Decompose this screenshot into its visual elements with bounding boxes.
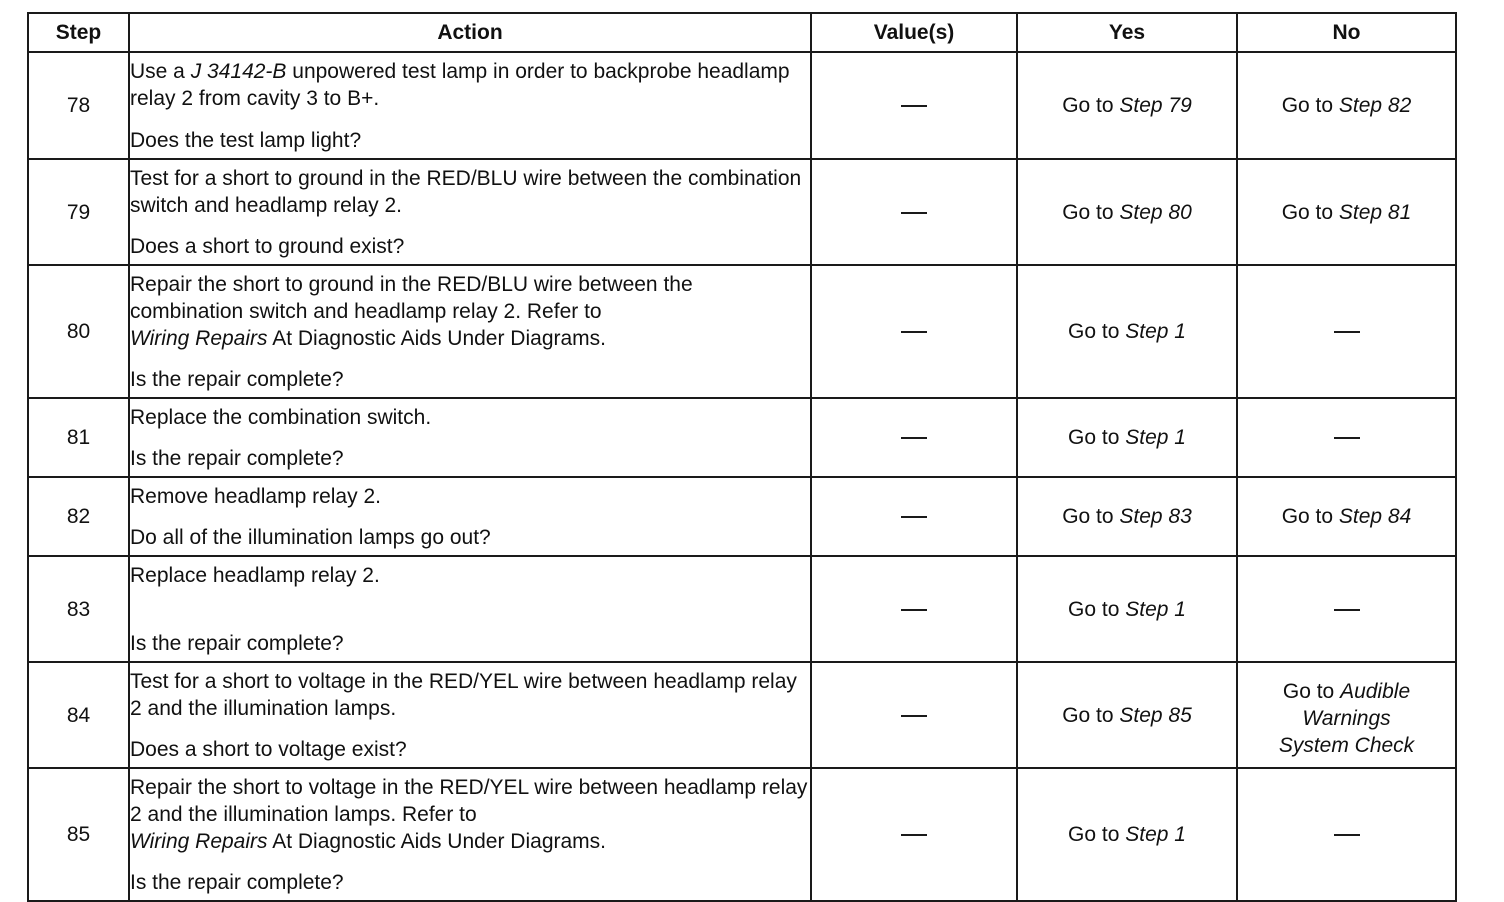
table-row	[28, 662, 1456, 768]
step-number: 78	[28, 52, 129, 159]
no-cell	[1237, 768, 1456, 901]
diagnostic-table	[27, 12, 1457, 902]
action-instruction: Replace headlamp relay 2.	[130, 564, 380, 587]
header-step: Step	[28, 13, 129, 52]
dash-mark	[901, 609, 927, 611]
yes-cell: Go to Step 85	[1017, 662, 1237, 768]
dash-mark	[901, 212, 927, 214]
table-row	[28, 398, 1456, 477]
yes-step-link[interactable]: Step 1	[1125, 320, 1186, 343]
value-cell	[811, 398, 1017, 477]
yes-cell: Go to Step 1	[1017, 398, 1237, 477]
dash-mark	[901, 516, 927, 518]
action-question: Is the repair complete?	[130, 368, 344, 391]
step-number: 79	[28, 159, 129, 265]
action-instruction: Test for a short to voltage in the RED/YEL wire between headlamp relay 2 and the illumination lamps.	[130, 670, 797, 720]
step-number: 82	[28, 477, 129, 556]
action-cell	[129, 398, 811, 477]
step-number: 84	[28, 662, 129, 768]
table-row	[28, 556, 1456, 662]
dash-mark	[901, 105, 927, 107]
yes-cell: Go to Step 1	[1017, 556, 1237, 662]
no-cell	[1237, 265, 1456, 398]
no-step-link[interactable]: Step 81	[1338, 200, 1412, 224]
action-question: Does a short to ground exist?	[130, 235, 405, 258]
tool-reference: J 34142-B	[190, 60, 287, 83]
yes-step-link[interactable]: Step 1	[1125, 426, 1186, 449]
no-step-link[interactable]: Step 84	[1338, 505, 1412, 528]
dash-mark	[1334, 834, 1360, 836]
value-cell	[811, 556, 1017, 662]
table-row	[28, 768, 1456, 901]
audible-warnings-link[interactable]: Go to Audible Warnings System Check	[1278, 679, 1415, 757]
yes-cell: Go to Step 83	[1017, 477, 1237, 556]
header-no: No	[1237, 13, 1456, 52]
dash-mark	[1334, 331, 1360, 333]
yes-step-link[interactable]: Step 79	[1119, 94, 1192, 117]
no-cell	[1237, 662, 1456, 768]
dash-mark	[1334, 609, 1360, 611]
yes-cell: Go to Step 1	[1017, 768, 1237, 901]
table-row	[28, 477, 1456, 556]
action-instruction: Remove headlamp relay 2.	[130, 485, 381, 508]
value-cell	[811, 159, 1017, 265]
wiring-repairs-reference: Wiring Repairs	[130, 327, 268, 350]
yes-cell: Go to Step 80	[1017, 159, 1237, 265]
dash-mark	[901, 437, 927, 439]
dash-mark	[901, 715, 927, 717]
action-cell	[129, 159, 811, 265]
header-yes: Yes	[1017, 13, 1237, 52]
dash-mark	[1334, 437, 1360, 439]
action-cell	[129, 768, 811, 901]
step-number: 80	[28, 265, 129, 398]
no-cell: Go to Step 81	[1237, 159, 1456, 265]
no-cell	[1237, 398, 1456, 477]
value-cell	[811, 265, 1017, 398]
action-cell	[129, 662, 811, 768]
value-cell	[811, 477, 1017, 556]
step-number: 85	[28, 768, 129, 901]
table-row	[28, 265, 1456, 398]
action-instruction: Use a J 34142-B unpowered test lamp in order to backprobe headlamp relay 2 from cavity 3 to B+.	[130, 60, 790, 110]
value-cell	[811, 662, 1017, 768]
no-cell	[1237, 556, 1456, 662]
yes-cell: Go to Step 1	[1017, 265, 1237, 398]
action-instruction: Replace the combination switch.	[130, 406, 432, 429]
no-cell: Go to Step 82	[1237, 52, 1456, 159]
dash-mark	[901, 834, 927, 836]
table-row	[28, 52, 1456, 159]
no-cell: Go to Step 84	[1237, 477, 1456, 556]
yes-step-link[interactable]: Step 1	[1125, 597, 1186, 621]
step-number: 83	[28, 556, 129, 662]
action-instruction: Repair the short to voltage in the RED/YEL wire between headlamp relay 2 and the illumination lamps. Refer to Wiring Repairs At Diagnostic Aids Under Diagrams.	[130, 776, 808, 853]
step-number: 81	[28, 398, 129, 477]
action-cell	[129, 556, 811, 662]
yes-step-link[interactable]: Step 85	[1119, 703, 1192, 727]
action-question: Does the test lamp light?	[130, 129, 362, 152]
dash-mark	[901, 331, 927, 333]
wiring-repairs-reference: Wiring Repairs	[130, 830, 268, 853]
action-question: Is the repair complete?	[130, 632, 344, 655]
yes-cell: Go to Step 79	[1017, 52, 1237, 159]
action-question: Is the repair complete?	[130, 871, 344, 894]
yes-step-link[interactable]: Step 83	[1119, 505, 1192, 528]
yes-step-link[interactable]: Step 80	[1119, 200, 1192, 224]
action-question: Do all of the illumination lamps go out?	[130, 526, 491, 549]
action-instruction: Repair the short to ground in the RED/BLU wire between the combination switch and headlamp relay 2. Refer to Wiring Repairs At Diagnostic Aids Under Diagrams.	[130, 273, 693, 350]
yes-step-link[interactable]: Step 1	[1125, 823, 1186, 846]
action-cell	[129, 477, 811, 556]
action-question: Is the repair complete?	[130, 447, 344, 470]
table-row	[28, 159, 1456, 265]
action-question: Does a short to voltage exist?	[130, 738, 407, 761]
action-cell	[129, 52, 811, 159]
value-cell	[811, 768, 1017, 901]
value-cell	[811, 52, 1017, 159]
header-action: Action	[129, 13, 811, 52]
action-instruction: Test for a short to ground in the RED/BLU wire between the combination switch and headlamp relay 2.	[130, 167, 802, 217]
header-row	[28, 13, 1456, 52]
no-step-link[interactable]: Step 82	[1338, 94, 1412, 117]
header-value: Value(s)	[811, 13, 1017, 52]
action-cell	[129, 265, 811, 398]
